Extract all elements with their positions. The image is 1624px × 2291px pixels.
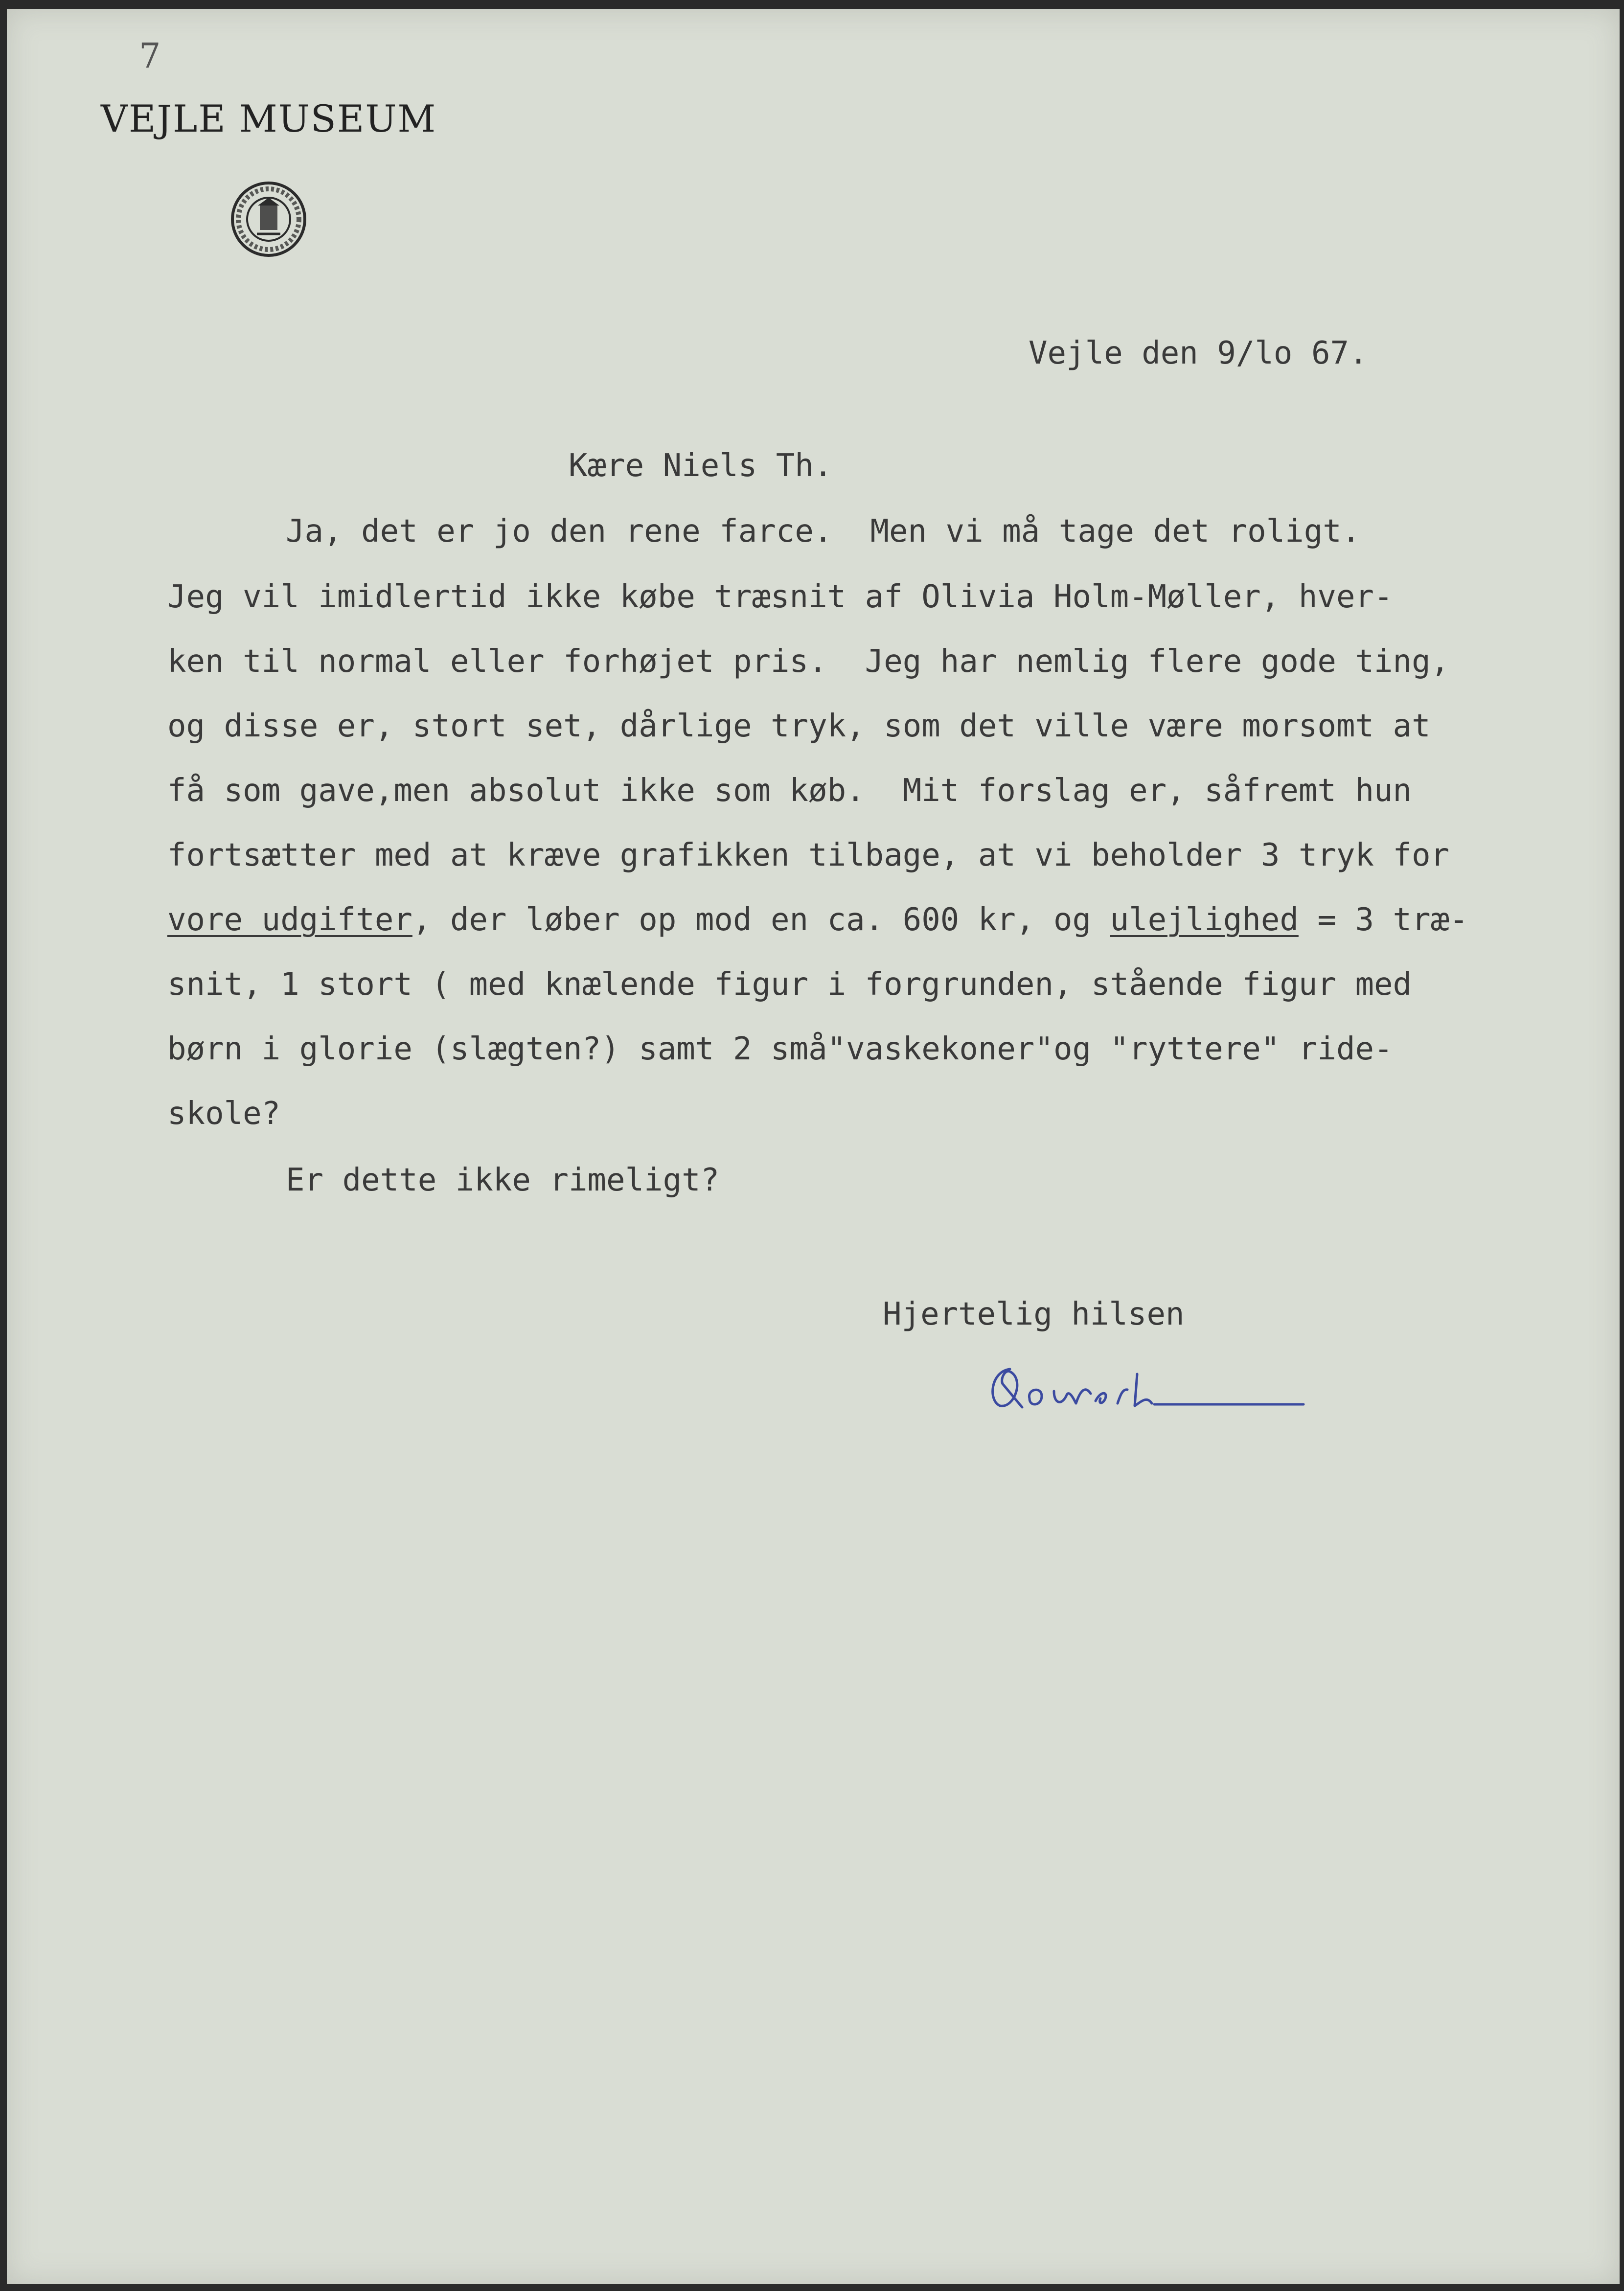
letterhead-title: VEJLE MUSEUM (101, 97, 437, 140)
closing-greeting: Hjertelig hilsen (883, 1296, 1185, 1332)
body-line: fortsætter med at kræve grafikken tilbage, at vi beholder 3 tryk for (167, 837, 1450, 873)
underlined-phrase: ulejlighed (1110, 902, 1299, 938)
corner-pencil-mark: 7 (139, 36, 161, 76)
handwritten-signature (981, 1350, 1313, 1428)
closing-question: Er dette ikke rimeligt? (286, 1162, 720, 1198)
underlined-phrase: vore udgifter (167, 902, 412, 938)
body-line: få som gave,men absolut ikke som køb. Mit forslag er, såfremt hun (167, 773, 1412, 809)
salutation: Kære Niels Th. (569, 448, 833, 484)
body-line: skole? (167, 1096, 281, 1132)
letter-sheet (7, 9, 1620, 2284)
body-text: , der løber op mod en ca. 600 kr, og (412, 902, 1110, 938)
city-seal-icon (229, 180, 308, 258)
body-line (167, 904, 1468, 936)
body-line: snit, 1 stort ( med knælende figur i forgrunden, stående figur med (167, 966, 1412, 1003)
body-text: = 3 træ- (1298, 902, 1468, 938)
body-line: Ja, det er jo den rene farce. Men vi må tage det roligt. (286, 513, 1361, 550)
body-line: børn i glorie (slægten?) samt 2 små"vaskekoner"og "ryttere" ride- (167, 1031, 1393, 1067)
letter-date: Vejle den 9/lo 67. (1029, 335, 1368, 371)
body-line: ken til normal eller forhøjet pris. Jeg har nemlig flere gode ting, (167, 643, 1450, 680)
body-line: og disse er, stort set, dårlige tryk, som det ville være morsomt at (167, 708, 1431, 744)
body-line: Jeg vil imidlertid ikke købe træsnit af Olivia Holm-Møller, hver- (167, 579, 1393, 615)
